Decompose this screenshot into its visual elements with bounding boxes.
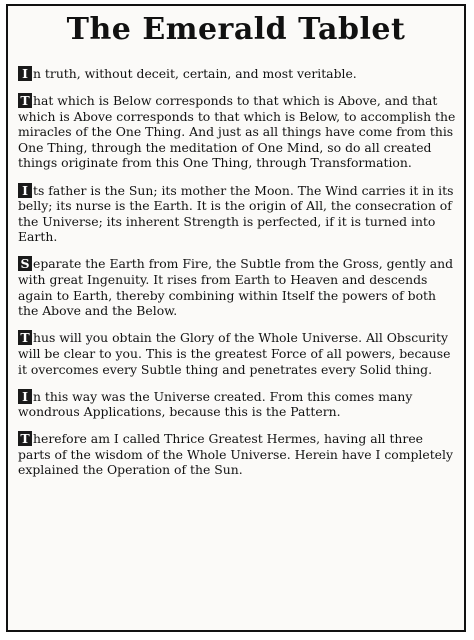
paragraph-3 <box>18 183 456 245</box>
tablet-page <box>6 4 466 632</box>
drop-cap-5: T <box>18 330 32 345</box>
paragraph-5 <box>18 330 456 377</box>
drop-cap-2: T <box>18 93 32 108</box>
paragraph-6 <box>18 389 456 420</box>
paragraph-1-text: n truth, without deceit, certain, and most veritable. <box>33 66 357 81</box>
paragraph-list <box>18 66 456 490</box>
page-title: The Emerald Tablet <box>66 12 406 47</box>
drop-cap-6: I <box>18 389 32 404</box>
paragraph-7-text: herefore am I called Thrice Greatest Hermes, having all three parts of the wisdom of the Whole Universe. Herein have I completely explained the Operation of the Sun. <box>18 431 453 478</box>
paragraph-4 <box>18 256 456 318</box>
paragraph-4-text: eparate the Earth from Fire, the Subtle from the Gross, gently and with great Ingenuity. It rises from Earth to Heaven and descends again to Earth, thereby combining within Itself the powers of both the Above and the Below. <box>18 256 454 319</box>
drop-cap-3: I <box>18 183 32 198</box>
paragraph-1 <box>18 66 456 82</box>
paragraph-7 <box>18 431 456 478</box>
drop-cap-1: I <box>18 66 32 81</box>
drop-cap-4: S <box>18 256 32 271</box>
paragraph-3-text: ts father is the Sun; its mother the Moon. The Wind carries it in its belly; its nurse is the Earth. It is the origin of All, the consecration of the Universe; its inherent Strength is perfected, if it is turned into Earth. <box>18 182 454 245</box>
drop-cap-7: T <box>18 431 32 446</box>
paragraph-5-text: hus will you obtain the Glory of the Whole Universe. All Obscurity will be clear to you. This is the greatest Force of all powers, because it overcomes every Subtle thing and penetrates every Solid thing. <box>18 330 451 377</box>
paragraph-2-text: hat which is Below corresponds to that which is Above, and that which is Above corresponds to that which is Below, to accomplish the miracles of the One Thing. And just as all things have come from this One Thing, through the meditation of One Mind, so do all created things originate from this One Thing, through Transformation. <box>18 93 456 171</box>
paragraph-6-text: n this way was the Universe created. From this comes many wondrous Applications, because this is the Pattern. <box>18 388 413 420</box>
paragraph-2 <box>18 93 456 171</box>
